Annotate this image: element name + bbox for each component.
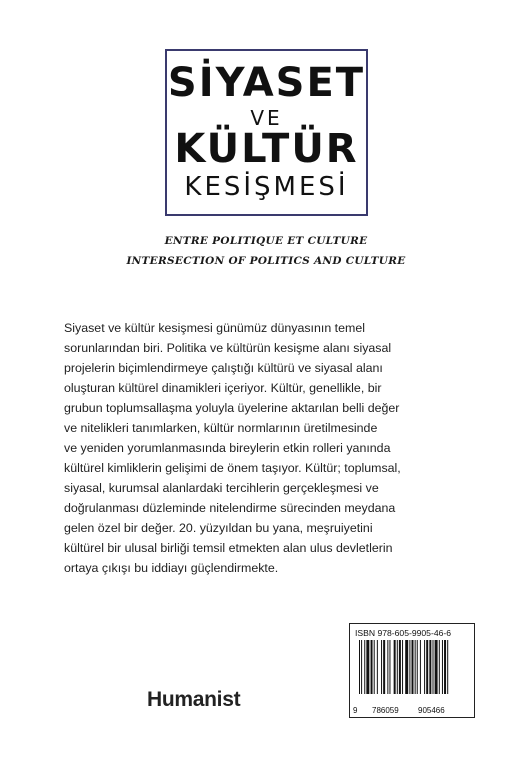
blurb-line: gelen özel bir değer. 20. yüzyıldan bu yana, meşruiyetini [64,521,373,535]
barcode-bar [389,640,390,694]
barcode-bar [381,640,382,694]
title-frame [165,49,368,216]
barcode-bar [405,640,408,694]
barcode-bar [366,640,369,694]
barcode-bar [387,640,388,694]
barcode-bar [447,640,448,694]
barcode-bar [364,640,365,694]
blurb-line: ve yeniden yorumlanmasında bireylerin etkin rolleri yanında [64,441,391,455]
isbn-label: ISBN 978-605-9905-46-6 [355,628,452,638]
blurb-line: ve nitelikleri tanımlarken, kültür normlarının üretilmesinde [64,421,378,435]
blurb-line: projelerin biçimlendirmeye çalıştığı kültürü ve siyasal alanı [64,361,383,375]
barcode-bar [383,640,385,694]
barcode-digit-first: 9 [353,706,358,715]
barcode-bar [412,640,414,694]
barcode-digits-left: 786059 [372,706,399,715]
barcode-bar [442,640,443,694]
blurb-line: ortaya çıkışı bu iddiayı güçlendirmekte. [64,561,279,575]
barcode-bar [374,640,375,694]
barcode-bar [420,640,421,694]
barcode-bar [394,640,396,694]
blurb-line: siyasal, kurumsal alanlardaki tercihlerin gerçekleşmesi ve [64,481,379,495]
blurb-line: grubun toplumsallaşma yoluyla üyelerine aktarılan belli değer [64,401,400,415]
barcode-bar [361,640,362,694]
barcode-bar [439,640,440,694]
title-line-ve: VE [250,106,283,130]
blurb-line: kültürel bir ulusal birliği temsil etmekten alan ulus devletlerin [64,541,393,555]
barcode-bar [415,640,416,694]
barcode-bar [433,640,434,694]
barcode-bar [429,640,431,694]
blurb-line: Siyaset ve kültür kesişmesi günümüz dünyasının temel [64,321,365,335]
barcode-bar [371,640,373,694]
barcode-bar [426,640,428,694]
back-cover-blurb [64,318,484,578]
title-line-siyaset: SİYASET [167,60,366,106]
title-line-kesismesi: KESİŞMESİ [184,172,349,202]
title-line-kultur: KÜLTÜR [174,126,359,172]
barcode-bar [402,640,403,694]
barcode-bar [359,640,360,694]
barcode-bars [359,640,469,704]
subtitle-english: INTERSECTION OF POLITICS AND CULTURE [126,255,406,267]
publisher-logo: Humanist [147,688,241,711]
barcode-digits-right: 905466 [418,706,445,715]
blurb-line: kültürel kimliklerin gelişimi de önem taşıyor. Kültür; toplumsal, [64,461,401,475]
barcode-bar [397,640,398,694]
blurb-line: doğrulanması düzleminde nitelendirme sürecinden meydana [64,501,396,515]
blurb-line: sorunlarından biri. Politika ve kültürün kesişme alanı siyasal [64,341,392,355]
barcode-bar [377,640,378,694]
barcode-bar [417,640,418,694]
barcode-bar [424,640,425,694]
subtitle-french: ENTRE POLITIQUE ET CULTURE [164,235,368,247]
blurb-line: oluşturan kültürel dinamikleri içeriyor. Kültür, genellikle, bir [64,381,382,395]
isbn-barcode [349,623,475,718]
barcode-bar [399,640,401,694]
barcode-bar [409,640,410,694]
barcode-bar [435,640,438,694]
barcode-bar [444,640,446,694]
